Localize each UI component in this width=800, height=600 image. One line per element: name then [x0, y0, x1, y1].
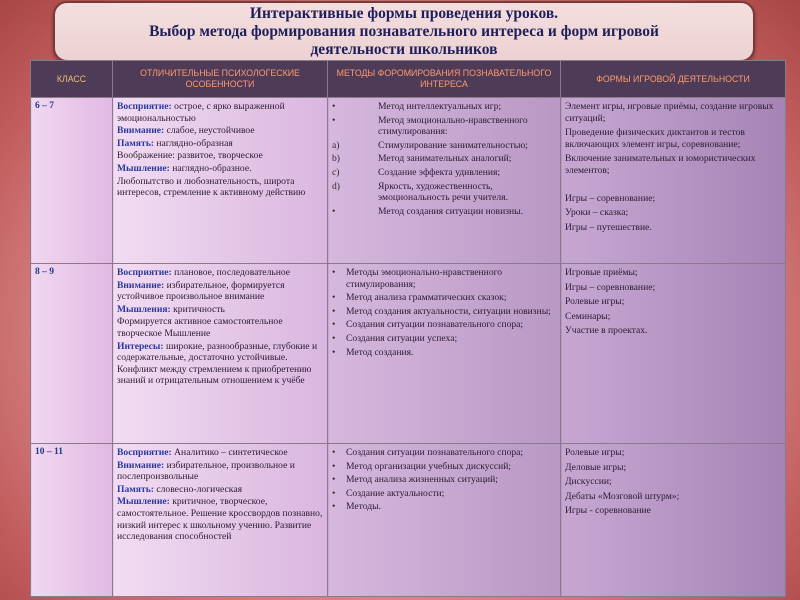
- feature-text: избирательное, формируется устойчивое произвольное внимание: [117, 279, 285, 303]
- form-item: Игры – соревнование;: [565, 192, 656, 204]
- bullet-icon: •: [332, 305, 336, 317]
- feature-label: Внимание:: [117, 279, 165, 291]
- feature-item: [117, 316, 323, 339]
- table-row: [31, 444, 786, 597]
- header-class: КЛАСС: [31, 61, 113, 98]
- feature-item: [117, 163, 323, 175]
- form-item: Ролевые игры;: [565, 296, 625, 308]
- feature-label: Внимание:: [117, 125, 165, 137]
- title-line-3: деятельности школьников: [310, 41, 498, 58]
- form-item: Семинары;: [565, 310, 611, 322]
- slide-title: [53, 1, 755, 62]
- method-item: [332, 461, 556, 473]
- method-text: Яркость, художественность, эмоциональность речи учителя.: [378, 180, 508, 204]
- forms-cell: [561, 98, 786, 264]
- method-item: [332, 153, 556, 165]
- feature-label: Восприятие:: [117, 447, 172, 459]
- feature-item: [117, 496, 323, 542]
- feature-item: [117, 304, 323, 316]
- bullet-icon: •: [332, 487, 336, 499]
- list-marker: d): [332, 180, 340, 192]
- method-text: Метод создания ситуации новизны.: [378, 205, 523, 217]
- method-text: Метод интеллектуальных игр;: [378, 101, 502, 112]
- feature-item: [117, 267, 323, 279]
- method-text: Метод создания.: [346, 346, 414, 358]
- method-item: [332, 488, 556, 500]
- feature-label: Память:: [117, 137, 154, 149]
- method-text: Создание актуальности;: [346, 487, 445, 499]
- form-item: Проведение физических диктантов и тестов включающих элемент игры, соревнование;: [565, 127, 745, 150]
- feature-item: [117, 138, 323, 150]
- header-features: ОТЛИЧИТЕЛЬНЫЕ ПСИХОЛОГЕСКИЕ ОСОБЕННОСТИ: [113, 61, 328, 98]
- feature-text: наглядно-образное.: [169, 162, 252, 174]
- feature-item: [117, 176, 323, 199]
- feature-text: критичное, творческое, самостоятельное. Решение кроссвордов познавно, низкий интерес к школьному учению. Развитие исследования способностей: [117, 496, 323, 543]
- feature-label: Мышление:: [117, 162, 170, 174]
- method-text: Метод занимательных аналогий;: [378, 153, 512, 165]
- feature-label: Интересы:: [117, 340, 164, 352]
- feature-item: [117, 150, 323, 162]
- feature-item: [117, 101, 323, 124]
- feature-label: Восприятие:: [117, 101, 172, 112]
- methods-cell: [328, 444, 561, 597]
- bullet-icon: •: [332, 266, 336, 278]
- features-cell: [113, 263, 328, 443]
- method-text: Методы.: [346, 501, 381, 513]
- form-item: Игры – путешествие.: [565, 221, 652, 233]
- list-marker: c): [332, 166, 340, 178]
- feature-item: [117, 341, 323, 387]
- feature-text: широкие, разнообразные, глубокие и содержательные, достаточно устойчивые. Конфликт между стремлением к приобретению знаний и отрицательным отношением к учёбе: [117, 340, 318, 387]
- bullet-icon: •: [332, 332, 336, 344]
- form-item: Элемент игры, игровые приёмы, создание игровых ситуаций;: [565, 101, 774, 124]
- method-item: [332, 206, 556, 218]
- feature-item: [117, 460, 323, 483]
- form-item: Уроки – сказка;: [565, 207, 629, 219]
- method-text: Создания ситуации успеха;: [346, 332, 458, 344]
- method-item: [332, 319, 556, 331]
- class-cell: 10 – 11: [31, 444, 113, 597]
- method-item: [332, 306, 556, 318]
- list-marker: a): [332, 139, 340, 151]
- method-item: [332, 140, 556, 152]
- feature-label: Внимание:: [117, 459, 165, 471]
- feature-text: Аналитико – синтетическое: [171, 447, 288, 459]
- header-methods: МЕТОДЫ ФОРОМИРОВАНИЯ ПОЗНАВАТЕЛЬНОГО ИНТЕРЕСА: [328, 61, 561, 98]
- method-item: [332, 267, 556, 290]
- method-text: Метод анализа грамматических сказок;: [346, 292, 507, 304]
- features-cell: [113, 98, 328, 264]
- feature-text: избирательное, произвольное и послепроизвольные: [117, 459, 295, 483]
- feature-label: Восприятие:: [117, 266, 172, 278]
- method-text: Метод создания актуальности, ситуации новизны;: [346, 305, 551, 317]
- methods-cell: [328, 263, 561, 443]
- forms-cell: [561, 444, 786, 597]
- form-item: Деловые игры;: [565, 461, 627, 473]
- class-cell: 8 – 9: [31, 263, 113, 443]
- method-item: [332, 333, 556, 345]
- form-item: Участие в проектах.: [565, 325, 648, 337]
- table-header-row: [31, 61, 786, 98]
- form-item: Дебаты «Мозговой штурм»;: [565, 490, 680, 502]
- method-item: [332, 501, 556, 513]
- feature-item: [117, 484, 323, 496]
- bullet-icon: •: [332, 474, 336, 486]
- feature-item: [117, 280, 323, 303]
- header-forms: ФОРМЫ ИГРОВОЙ ДЕЯТЕЛЬНОСТИ: [561, 61, 786, 98]
- method-text: Создание эффекта удивления;: [378, 166, 501, 178]
- feature-text: критичность: [170, 303, 225, 315]
- method-item: [332, 292, 556, 304]
- method-text: Метод анализа жизненных ситуаций;: [346, 474, 498, 486]
- title-line-2: Выбор метода формирования познавательного интереса и форм игровой: [149, 23, 659, 40]
- bullet-icon: •: [332, 292, 336, 304]
- method-item: [332, 167, 556, 179]
- feature-text: Формируется активное самостоятельное творческое Мышление: [117, 316, 283, 339]
- feature-label: Мышления:: [117, 303, 171, 315]
- method-text: Метод эмоционально-нравственного стимулирования:: [378, 114, 528, 138]
- form-item: Дискуссии;: [565, 476, 612, 488]
- method-text: Создания ситуации познавательного спора;: [346, 319, 524, 331]
- bullet-icon: •: [332, 114, 336, 126]
- class-cell: 6 – 7: [31, 98, 113, 264]
- method-text: Создания ситуации познавательного спора;: [346, 447, 524, 459]
- form-item: Игры - соревнование: [565, 505, 651, 517]
- table-row: [31, 263, 786, 443]
- features-cell: [113, 444, 328, 597]
- feature-item: [117, 125, 323, 137]
- method-item: [332, 347, 556, 359]
- bullet-icon: •: [332, 101, 336, 112]
- feature-text: Воображение: развитое, творческое: [117, 150, 263, 162]
- form-item: [565, 180, 781, 190]
- method-item: [332, 447, 556, 459]
- method-text: Стимулирование занимательностью;: [378, 139, 528, 151]
- bullet-icon: •: [332, 319, 336, 331]
- feature-text: Любопытство и любознательность, широта интересов, стремление к активному действию: [117, 175, 306, 199]
- forms-cell: [561, 263, 786, 443]
- bullet-icon: •: [332, 501, 336, 513]
- form-item: Игры – соревнование;: [565, 281, 656, 293]
- feature-label: Мышление:: [117, 496, 170, 508]
- feature-text: плановое, последовательное: [171, 266, 291, 278]
- method-item: [332, 115, 556, 138]
- table-row: [31, 98, 786, 264]
- method-text: Метод организации учебных дискуссий;: [346, 460, 512, 472]
- feature-text: наглядно-образная: [153, 137, 233, 149]
- feature-item: [117, 447, 323, 459]
- feature-text: острое, с ярко выраженной эмоциональностью: [117, 101, 285, 124]
- method-text: Методы эмоционально-нравственного стимулирования;: [346, 266, 503, 290]
- title-line-1: Интерактивные формы проведения уроков.: [249, 5, 559, 22]
- methods-table: [30, 60, 786, 597]
- form-item: Игровые приёмы;: [565, 266, 638, 278]
- form-item: Ролевые игры;: [565, 447, 625, 459]
- method-item: [332, 181, 556, 204]
- feature-text: слабое, неустойчивое: [164, 125, 255, 137]
- bullet-icon: •: [332, 447, 336, 459]
- method-item: [332, 101, 556, 113]
- form-item: Включение занимательных и юмористических элементов;: [565, 153, 756, 176]
- feature-text: словесно-логическая: [153, 483, 242, 495]
- feature-label: Память:: [117, 483, 154, 495]
- bullet-icon: •: [332, 205, 336, 217]
- bullet-icon: •: [332, 460, 336, 472]
- method-item: [332, 474, 556, 486]
- bullet-icon: •: [332, 346, 336, 358]
- list-marker: b): [332, 153, 340, 165]
- methods-cell: [328, 98, 561, 264]
